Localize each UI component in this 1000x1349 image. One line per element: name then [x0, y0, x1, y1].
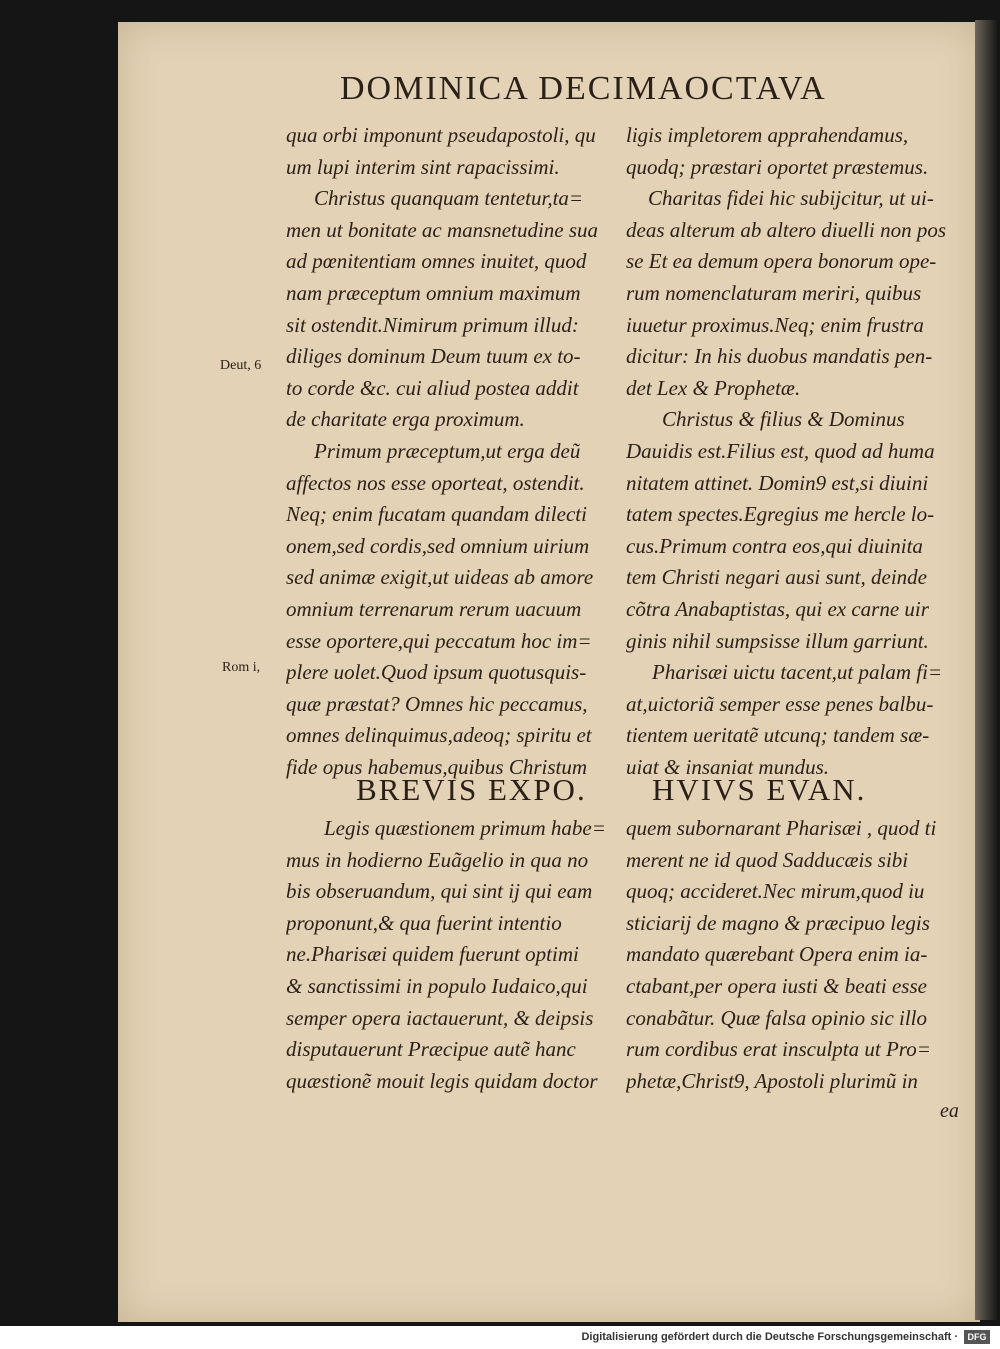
footer-credit: Digitalisierung gefördert durch die Deutsche Forschungsgemeinschaft · — [581, 1331, 958, 1343]
text-line: Christus quanquam tentetur,ta= — [314, 186, 584, 211]
right-column-bottom — [626, 813, 971, 1097]
section-heading-left: BREVIS EXPO. — [356, 772, 587, 807]
text-line: dicitur: In his duobus mandatis pen- — [626, 344, 933, 369]
text-line: Pharisæi uictu tacent,ut palam fi= — [652, 660, 943, 685]
section-heading-right: HVIVS EVAN. — [652, 772, 867, 807]
text-line: ad pœnitentiam omnes inuitet, quod — [286, 249, 587, 274]
text-line: um lupi interim sint rapacissimi. — [286, 154, 560, 179]
text-line: quem subornarant Pharisæi , quod ti — [626, 816, 937, 840]
page-edge — [975, 20, 997, 1320]
text-line: Legis quæstionem primum habe= — [324, 816, 606, 840]
text-line: proponunt,& qua fuerint intentio — [286, 910, 562, 935]
text-line: iuuetur proximus.Neq; enim frustra — [626, 312, 924, 337]
text-line: ne.Pharisæi quidem fuerunt optimi — [286, 942, 579, 967]
text-line: merent ne id quod Sadducæis sibi — [626, 847, 909, 872]
text-line: nam præceptum omnium maximum — [286, 280, 581, 305]
text-line: ligis impletorem apprahendamus, — [626, 123, 909, 147]
text-line: omnium terrenarum rerum uacuum — [286, 596, 582, 621]
text-line: at,uictoriã semper esse penes balbu- — [626, 691, 934, 716]
text-line: cõtra Anabaptistas, qui ex carne uir — [626, 596, 929, 621]
right-column-top — [626, 120, 971, 783]
text-line: esse oportere,qui peccatum hoc im= — [286, 628, 592, 653]
text-line: uiat & insaniat mundus. — [626, 754, 830, 779]
text-line: ctabant,per opera iusti & beati esse — [626, 973, 927, 998]
text-line: Neq; enim fucatam quandam dilecti — [286, 502, 587, 527]
text-line: to corde &c. cui aliud postea addit — [286, 375, 579, 400]
text-line: men ut bonitate ac mansnetudine sua — [286, 217, 599, 242]
text-line: det Lex & Prophetæ. — [626, 375, 801, 400]
text-line: omnes delinquimus,adeoq; spiritu et — [286, 723, 592, 748]
left-column-top — [286, 120, 631, 783]
margin-note-rom: Rom i, — [222, 660, 261, 675]
text-line: rum nomenclaturam meriri, quibus — [626, 280, 922, 305]
text-line: onem,sed cordis,sed omnium uirium — [286, 533, 590, 558]
text-line: phetæ,Christ9, Apostoli plurimũ in — [626, 1068, 918, 1093]
text-line: se Et ea demum opera bonorum ope- — [626, 249, 937, 274]
text-line: sed animæ exigit,ut uideas ab amore — [286, 565, 594, 590]
text-line: mandato quærebant Opera enim ia- — [626, 942, 928, 967]
text-line: conabãtur. Quæ falsa opinio sic illo — [626, 1005, 928, 1030]
text-line: sticiarij de magno & præcipuo legis — [626, 910, 930, 935]
footer-bar — [0, 1326, 1000, 1349]
text-line: bis obseruandum, qui sint ij qui eam — [286, 879, 593, 904]
text-line: Charitas fidei hic subijcitur, ut ui- — [648, 186, 934, 211]
text-line: Christus & filius & Dominus — [662, 407, 905, 432]
text-line: nitatem attinet. Domin9 est,si diuini — [626, 470, 929, 495]
text-line: quoq; accideret.Nec mirum,quod iu — [626, 879, 925, 904]
dfg-logo-icon[interactable]: DFG — [964, 1330, 990, 1344]
text-line: disputauerunt Præcipue autẽ hanc — [286, 1037, 576, 1062]
text-line: qua orbi imponunt pseudapostoli, qu — [286, 123, 596, 147]
text-line: plere uolet.Quod ipsum quotusquis- — [286, 660, 587, 685]
text-line: affectos nos esse oporteat, ostendit. — [286, 470, 585, 495]
text-line: sit ostendit.Nimirum primum illud: — [286, 312, 579, 337]
text-line: Dauidis est.Filius est, quod ad huma — [626, 438, 935, 463]
text-line: semper opera iactauerunt, & deipsis — [286, 1005, 594, 1030]
text-line: cus.Primum contra eos,qui diuinita — [626, 533, 923, 558]
text-line: deas alterum ab altero diuelli non pos — [626, 217, 947, 242]
text-line: diliges dominum Deum tuum ex to- — [286, 344, 581, 369]
text-line: ginis nihil sumpsisse illum garriunt. — [626, 628, 929, 653]
text-line: & sanctissimi in populo Iudaico,qui — [286, 973, 588, 998]
text-line: mus in hodierno Euãgelio in qua no — [286, 847, 589, 872]
text-line: tatem spectes.Egregius me hercle lo- — [626, 502, 935, 527]
catchword: ea — [940, 1100, 959, 1122]
left-column-bottom — [286, 813, 631, 1097]
text-line: quodq; præstari oportet præstemus. — [626, 154, 929, 179]
text-line: quæ præstat? Omnes hic peccamus, — [286, 691, 588, 716]
text-line: fide opus habemus,quibus Christum — [286, 754, 588, 779]
margin-note-deut: Deut, 6 — [220, 358, 262, 373]
text-line: tem Christi negari ausi sunt, deinde — [626, 565, 927, 590]
text-line: quæstionẽ mouit legis quidam doctor — [286, 1068, 598, 1093]
text-line: rum cordibus erat insculpta ut Pro= — [626, 1037, 931, 1062]
running-head: DOMINICA DECIMAOCTAVA — [340, 70, 827, 107]
text-line: Primum præceptum,ut erga deũ — [314, 438, 581, 463]
text-line: de charitate erga proximum. — [286, 407, 525, 432]
text-line: tientem ueritatẽ utcunq; tandem sæ- — [626, 723, 930, 748]
